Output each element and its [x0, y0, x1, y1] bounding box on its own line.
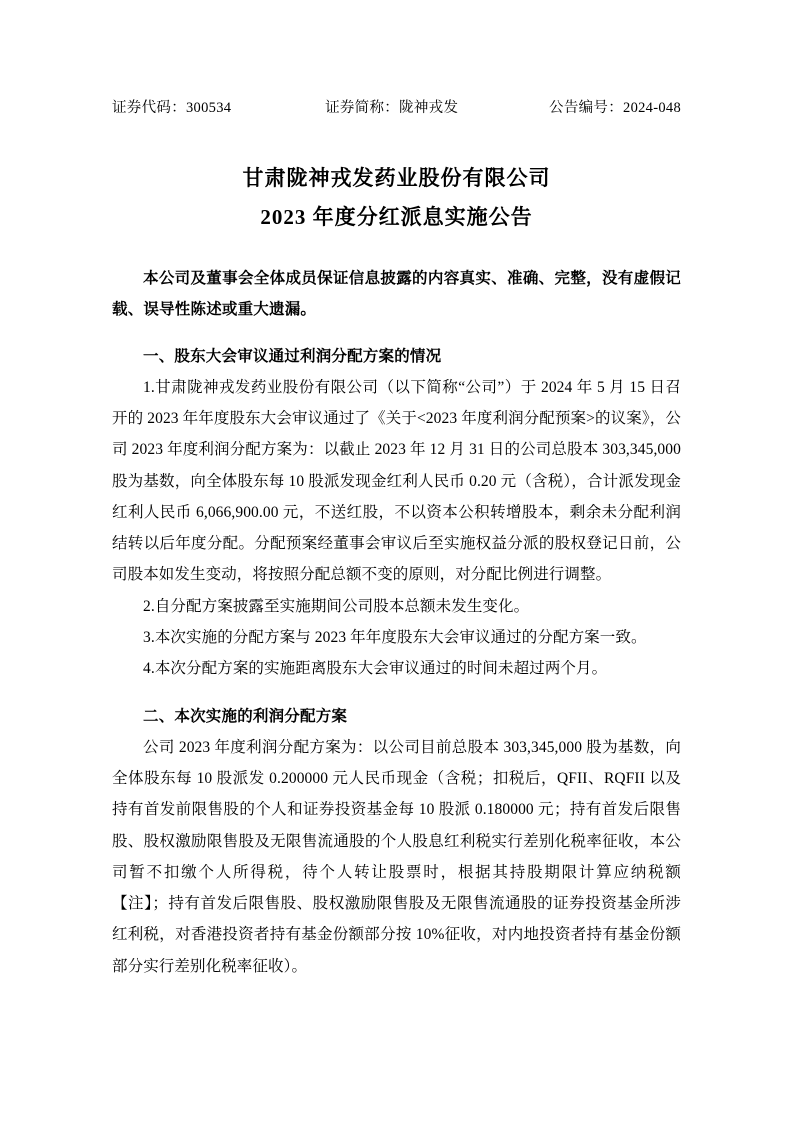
- section-two-paragraph-1: 公司 2023 年度利润分配方案为：以公司目前总股本 303,345,000 股为基数，向全体股东每 10 股派发 0.200000 元人民币现金（含税；扣税后，QFII、RQFII 以及持有首发前限售股的个人和证券投资基金每 10 股派 0.180000 元；持有首发后限售股、股权激励限售股及无限售流通股的个人股息红利税实行差别化税率征收，本公司暂不扣缴个人所得税，待个人转让股票时，根据其持股期限计算应纳税额【注】；持有首发后限售股、股权激励限售股及无限售流通股的证券投资基金所涉红利税，对香港投资者持有基金份额部分按 10%征收，对内地投资者持有基金份额部分实行差别化税率征收）。: [112, 738, 681, 975]
- section-one-paragraph-2: 2.自分配方案披露至实施期间公司股本总额未发生变化。: [143, 597, 530, 615]
- section-one: [112, 341, 681, 685]
- security-code: 证券代码：300534: [112, 100, 232, 116]
- announcement-number: 公告编号：2024-048: [549, 100, 681, 116]
- section-one-paragraph-1: 1.甘肃陇神戎发药业股份有限公司（以下简称“公司”）于 2024 年 5 月 15 日召开的 2023 年年度股东大会审议通过了《关于<2023 年度利润分配预案>的议案》，公司 2023 年度利润分配方案为：以截止 2023 年 12 月 31 日的公司总股本 303,345,000 股为基数，向全体股东每 10 股派发现金红利人民币 0.20 元（含税），合计派发现金红利人民币 6,066,900.00 元，不送红股，不以资本公积转增股本，剩余未分配利润结转以后年度分配。分配预案经董事会审议后至实施权益分派的股权登记日前，公司股本如发生变动，将按照分配总额不变的原则，对分配比例进行调整。: [112, 378, 681, 584]
- section-one-heading: 一、股东大会审议通过利润分配方案的情况: [143, 347, 442, 365]
- document-header: [112, 96, 681, 117]
- title-line-1: 甘肃陇神戎发药业股份有限公司: [242, 166, 551, 190]
- security-name: 证券简称：陇神戎发: [325, 100, 459, 116]
- page-title: [112, 159, 681, 237]
- section-two-heading: 二、本次实施的利润分配方案: [143, 707, 348, 725]
- title-line-2: 2023 年度分红派息实施公告: [260, 204, 533, 229]
- section-two: [112, 701, 681, 982]
- disclaimer-statement: 本公司及董事会全体成员保证信息披露的内容真实、准确、完整，没有虚假记载、误导性陈述或重大遗漏。: [112, 269, 681, 318]
- section-one-paragraph-4: 4.本次分配方案的实施距离股东大会审议通过的时间未超过两个月。: [143, 660, 608, 678]
- section-one-paragraph-3: 3.本次实施的分配方案与 2023 年年度股东大会审议通过的分配方案一致。: [143, 629, 647, 647]
